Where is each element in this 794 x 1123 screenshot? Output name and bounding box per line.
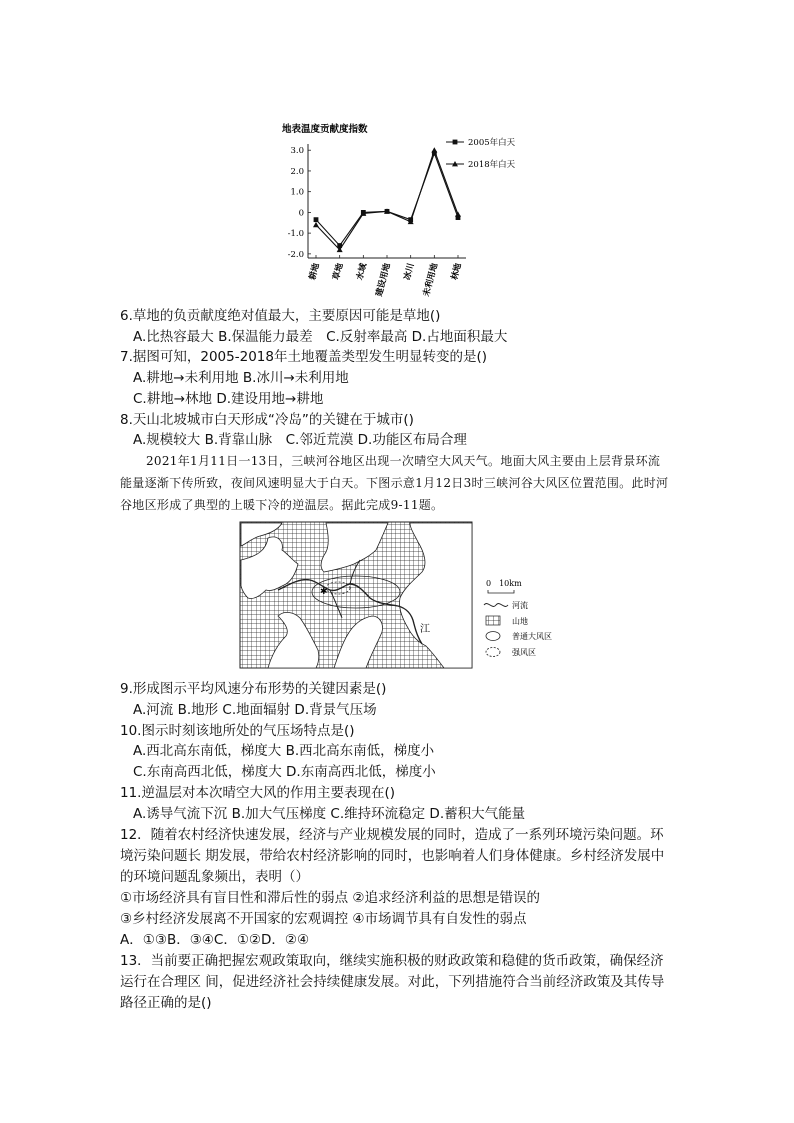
chart-title: 地表温度贡献度指数 bbox=[282, 124, 368, 135]
question-12-answers: A．①③B．③④C．①②D．②④ bbox=[120, 932, 310, 948]
chart-x-tick-label: 冰川 bbox=[402, 262, 417, 282]
chart-y-ticks bbox=[288, 146, 311, 260]
map-legend bbox=[484, 579, 552, 657]
chart-legend-entry-2 bbox=[446, 159, 516, 170]
legend-strong-wind-label: 强风区 bbox=[512, 648, 536, 657]
legend-mountain-symbol bbox=[486, 616, 500, 625]
chart-legend bbox=[446, 137, 516, 170]
map-scale-bar bbox=[488, 590, 514, 593]
question-11: 11.逆温层对本次晴空大风的作用主要表现在() bbox=[120, 785, 396, 801]
question-10-options-1: A.西北高东南低，梯度大 B.西北高东南低，梯度小 bbox=[133, 743, 435, 759]
question-11-options: A.诱导气流下沉 B.加大气压梯度 C.维持环流稳定 D.蓄积大气能量 bbox=[133, 806, 526, 822]
river-label: 江 bbox=[420, 624, 430, 635]
chart-series-1 bbox=[314, 151, 461, 248]
chart-x-tick-label: 林地 bbox=[449, 262, 464, 282]
question-13: 13．当前要正确把握宏观政策取向，继续实施积极的财政政策和稳健的货币政策，确保经济运行在合理区 间，促进经济社会持续健康发展。对此，下列措施符合当前经济政策及其传导路径正确的是() bbox=[120, 953, 665, 1011]
legend-strong-wind-symbol bbox=[486, 648, 500, 657]
question-7-options-2: C.耕地→林地 D.建设用地→耕地 bbox=[133, 391, 324, 407]
temperature-contribution-chart bbox=[270, 118, 540, 308]
chart-y-tick-label: 1.0 bbox=[290, 187, 304, 198]
legend-river-label: 河流 bbox=[512, 601, 528, 610]
question-7-options-1: A.耕地→未利用地 B.冰川→未利用地 bbox=[133, 370, 349, 386]
chart-point-square bbox=[453, 140, 458, 145]
chart-x-ticks bbox=[307, 255, 464, 299]
chart-x-tick-label: 未利用地 bbox=[421, 262, 441, 298]
chart-point-square bbox=[314, 217, 319, 222]
question-6-options: A.比热容最大 B.保温能力最差 C.反射率最高 D.占地面积最大 bbox=[133, 329, 508, 345]
chart-series-line bbox=[316, 153, 458, 245]
legend-river-symbol bbox=[484, 604, 508, 607]
chart-y-tick-label: 3.0 bbox=[290, 146, 304, 157]
question-12-items-2: ③乡村经济发展离不开国家的宏观调控 ④市场调节具有自发性的弱点 bbox=[120, 911, 527, 927]
passage-9-11: 2021年1月11日一13日，三峡河谷地区出现一次晴空大风天气。地面大风主要由上层背景环流能量逐渐下传所致，夜间风速明显大于白天。下图示意1月12日3时三峡河谷大风区位置范围。此时河谷地区形成了典型的上暖下冷的逆温层。据此完成9-11题。 bbox=[120, 454, 669, 512]
three-gorges-wind-map bbox=[238, 520, 558, 672]
chart-legend-entry-1 bbox=[446, 137, 516, 148]
chart-point-triangle bbox=[431, 147, 437, 152]
legend-mountain-label: 山地 bbox=[512, 617, 528, 626]
question-8: 8.天山北坡城市白天形成“冷岛”的关键在于城市() bbox=[120, 412, 414, 428]
map-scale-label: 0 10km bbox=[486, 579, 522, 588]
chart-y-tick-label: 2.0 bbox=[290, 166, 304, 177]
chart-legend-label: 2018年白天 bbox=[468, 160, 516, 170]
chart-x-tick-label: 水域 bbox=[355, 262, 370, 282]
question-10-options-2: C.东南高西北低，梯度大 D.东南高西北低，梯度小 bbox=[133, 764, 436, 780]
question-6: 6.草地的负贡献度绝对值最大，主要原因可能是草地() bbox=[120, 308, 441, 324]
question-12-items-1: ①市场经济具有盲目性和滞后性的弱点 ②追求经济利益的思想是错误的 bbox=[120, 890, 540, 906]
question-10: 10.图示时刻该地所处的气压场特点是() bbox=[120, 723, 355, 739]
question-7: 7.据图可知，2005-2018年土地覆盖类型发生明显转变的是() bbox=[120, 349, 487, 365]
question-12: 12．随着农村经济快速发展，经济与产业规模发展的同时，造成了一系列环境污染问题。环境污染问题长 期发展，带给农村经济影响的同时，也影响着人们身体健康。乡村经济发展中的环境问题乱象频出，表明（） bbox=[120, 827, 665, 885]
chart-legend-label: 2005年白天 bbox=[468, 138, 516, 148]
chart-series bbox=[313, 147, 461, 252]
chart-series-line bbox=[316, 150, 458, 249]
question-9: 9.形成图示平均风速分布形势的关键因素是() bbox=[120, 681, 387, 697]
chart-y-tick-label: 0 bbox=[298, 208, 304, 219]
question-8-options: A.规模较大 B.背靠山脉 C.邻近荒漠 D.功能区布局合理 bbox=[133, 432, 467, 448]
chart-y-tick-label: -1.0 bbox=[287, 229, 304, 240]
legend-normal-wind-label: 普通大风区 bbox=[512, 632, 552, 641]
chart-x-tick-label: 草地 bbox=[331, 262, 346, 282]
legend-normal-wind-symbol bbox=[486, 632, 500, 641]
chart-y-tick-label: -2.0 bbox=[287, 249, 304, 260]
station-marker: ✱ bbox=[320, 587, 328, 597]
question-9-options: A.河流 B.地形 C.地面辐射 D.背景气压场 bbox=[133, 702, 377, 718]
chart-x-tick-label: 耕地 bbox=[307, 262, 322, 282]
chart-x-tick-label: 建设用地 bbox=[374, 262, 393, 298]
chart-series-2 bbox=[313, 147, 461, 252]
